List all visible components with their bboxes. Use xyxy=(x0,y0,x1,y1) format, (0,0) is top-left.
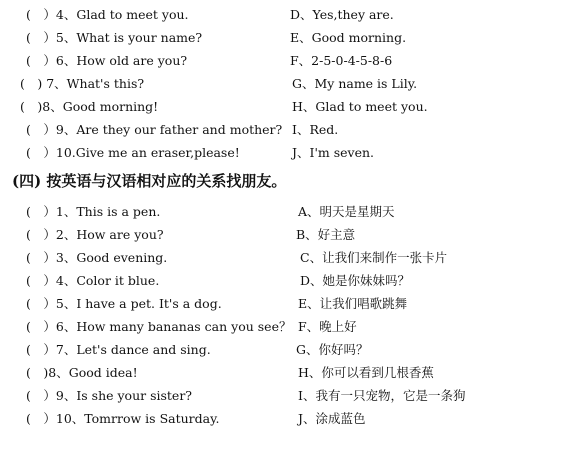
match-row xyxy=(0,202,564,222)
match-row xyxy=(0,271,564,291)
match-row xyxy=(0,28,564,48)
question: ( ）6、How old are you? xyxy=(26,53,188,68)
question: ( ）6、How many bananas can you see？ xyxy=(26,319,292,334)
match-row xyxy=(0,120,564,140)
match-row xyxy=(0,97,564,117)
match-row xyxy=(0,386,564,406)
match-row xyxy=(0,340,564,360)
answer: D、她是你妹妹吗？ xyxy=(300,273,411,288)
match-row xyxy=(0,143,564,163)
match-row xyxy=(0,363,564,383)
question: ( ）4、Color it blue. xyxy=(26,273,160,288)
answer: F、晚上好 xyxy=(298,319,357,334)
answer: J、涂成蓝色 xyxy=(298,411,366,426)
question: ( ）1、This is a pen. xyxy=(26,204,161,219)
question: ( ）9、Are they our father and mother? xyxy=(26,122,283,137)
match-row xyxy=(0,5,564,25)
question: ( ）7、Let's dance and sing. xyxy=(26,342,211,357)
question: ( ）2、How are you? xyxy=(26,227,164,242)
answer: I、Red. xyxy=(292,122,339,137)
answer: B、好主意 xyxy=(296,227,356,242)
answer: C、让我们来制作一张卡片 xyxy=(300,250,448,265)
question: ( ）4、Glad to meet you. xyxy=(26,7,189,22)
question: ( ) 7、What's this? xyxy=(20,76,145,91)
answer: H、Glad to meet you. xyxy=(292,99,428,114)
section-heading: (四) 按英语与汉语相对应的关系找朋友。 xyxy=(12,172,287,190)
question: ( ）9、Is she your sister? xyxy=(26,388,193,403)
question: ( ）5、I have a pet. It's a dog. xyxy=(26,296,222,311)
answer: A、明天是星期天 xyxy=(298,204,395,219)
answer: G、My name is Lily. xyxy=(292,76,418,91)
match-row xyxy=(0,51,564,71)
match-row xyxy=(0,248,564,268)
question: ( )8、Good morning! xyxy=(20,99,159,114)
match-row xyxy=(0,225,564,245)
answer: J、I'm seven. xyxy=(292,145,375,160)
answer: D、Yes,they are. xyxy=(290,7,394,22)
question: ( ）5、What is your name? xyxy=(26,30,203,45)
question: ( ）10、Tomrrow is Saturday. xyxy=(26,411,220,426)
match-row xyxy=(0,317,564,337)
answer: F、2-5-0-4-5-8-6 xyxy=(290,53,393,68)
answer: G、你好吗？ xyxy=(296,342,369,357)
match-row xyxy=(0,74,564,94)
question: ( ）10.Give me an eraser,please! xyxy=(26,145,240,160)
answer: E、让我们唱歌跳舞 xyxy=(298,296,408,311)
question: ( )8、Good idea! xyxy=(26,365,138,380)
answer: H、你可以看到几根香蕉 xyxy=(298,365,434,380)
answer: I、我有一只宠物，它是一条狗 xyxy=(298,388,466,403)
match-row xyxy=(0,294,564,314)
question: ( ）3、Good evening. xyxy=(26,250,168,265)
answer: E、Good morning. xyxy=(290,30,407,45)
match-row xyxy=(0,409,564,429)
